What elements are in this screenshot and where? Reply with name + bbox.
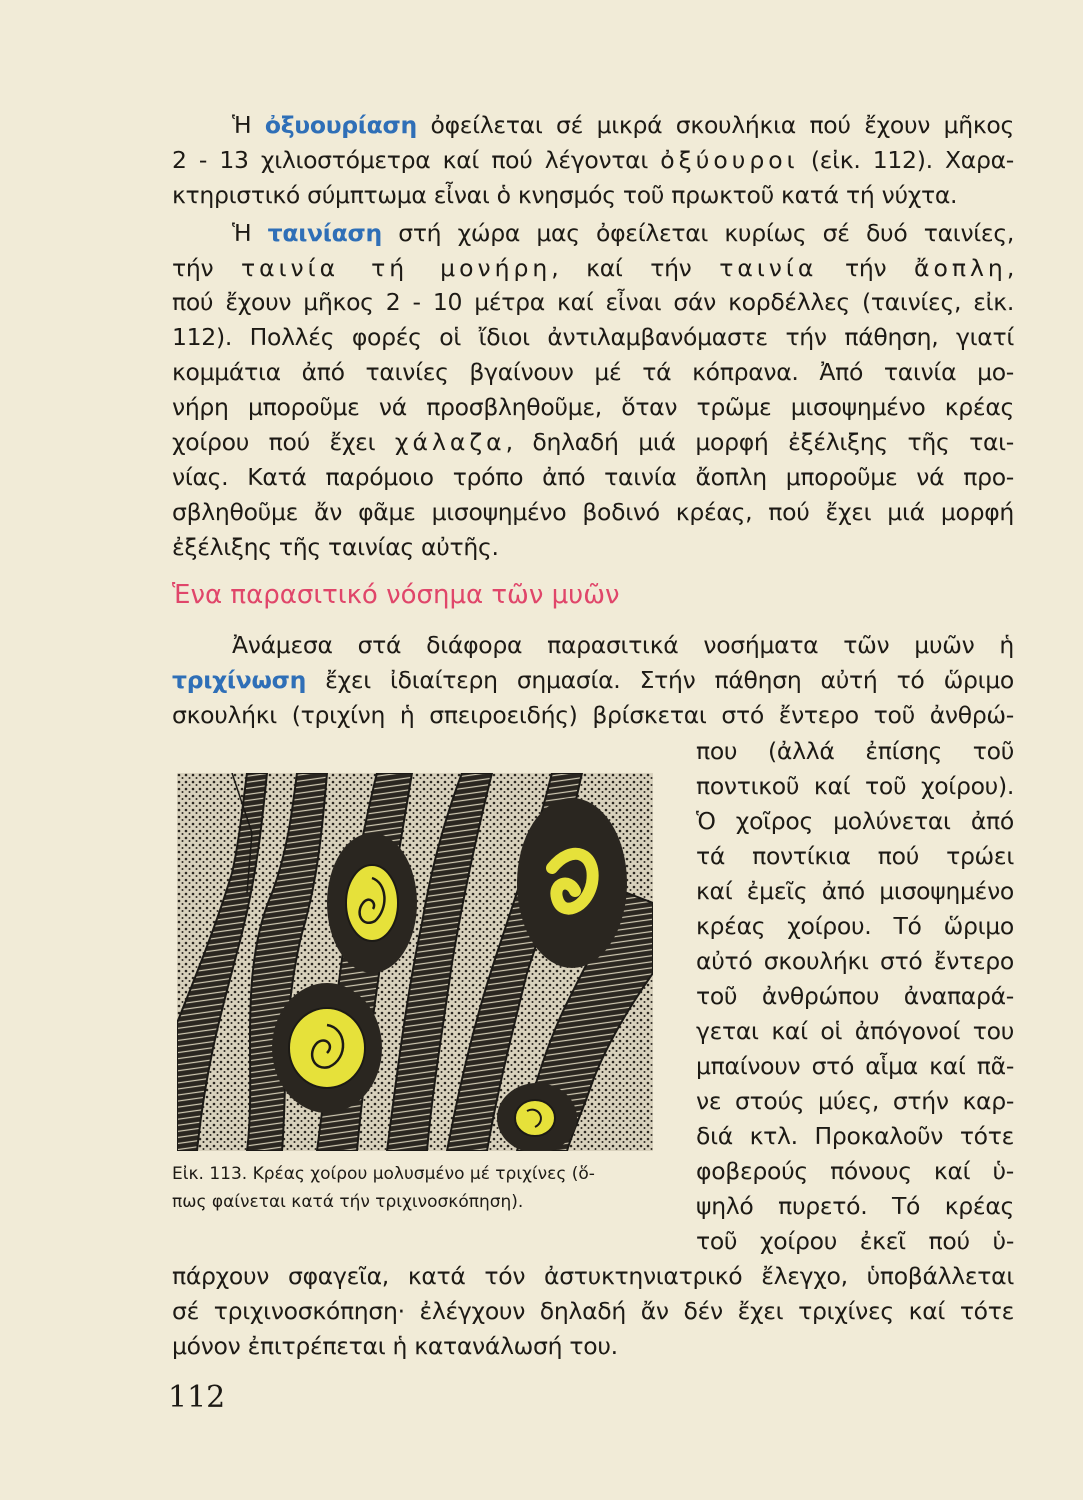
paragraph3-line2: τριχίνωση ἔχει ἰδιαίτερη σημασία. Στήν πάθηση αὐτή τό ὥριμο xyxy=(172,666,1014,694)
trichinella-muscle-illustration xyxy=(177,773,653,1151)
trichinella-cyst-1 xyxy=(327,833,417,973)
wrap-line-7: αὐτό σκουλήκι στό ἔντερο xyxy=(696,947,1014,975)
term-taeniasis: ταινίαση xyxy=(267,219,382,247)
paragraph3-tail2: σέ τριχινοσκόπηση· ἐλέγχουν δηλαδή ἄν δέν ἔχει τριχίνες καί τότε xyxy=(172,1297,1014,1325)
wrap-line-13: φοβερούς πόνους καί ὑ- xyxy=(696,1157,1014,1185)
wrap-line-9: γεται καί οἱ ἀπόγονοί του xyxy=(696,1017,1014,1045)
trichinella-cyst-4 xyxy=(497,1083,577,1151)
paragraph2-line9: σβληθοῦμε ἄν φᾶμε μισοψημένο βοδινό κρέας, πού ἔχει μιά μορφή xyxy=(172,498,1014,526)
illustration-svg xyxy=(177,773,653,1151)
wrap-line-1: που (ἀλλά ἐπίσης τοῦ xyxy=(696,737,1014,765)
paragraph3-tail3: μόνον ἐπιτρέπεται ἡ κατανάλωσή του. xyxy=(172,1332,618,1360)
wrap-line-6: κρέας χοίρου. Τό ὥριμο xyxy=(696,912,1014,940)
paragraph2-line5: κομμάτια ἀπό ταινίες βγαίνουν μέ τά κόπρανα. Ἀπό ταινία μο- xyxy=(172,358,1014,386)
term-trichinosis: τριχίνωση xyxy=(172,666,307,694)
term-oxyuriasis: ὀξυουρίαση xyxy=(264,111,417,139)
paragraph2-line2: τήν ταινία τή μονήρη, καί τήν ταινία τήν ἄοπλη, xyxy=(172,254,1014,282)
paragraph1-line3: κτηριστικό σύμπτωμα εἶναι ὁ κνησμός τοῦ πρωκτοῦ κατά τή νύχτα. xyxy=(172,181,958,209)
paragraph2-line3: πού ἔχουν μῆκος 2 - 10 μέτρα καί εἶναι σάν κορδέλλες (ταινίες, εἰκ. xyxy=(172,288,1014,316)
paragraph2-line10: ἐξέλιξης τῆς ταινίας αὐτῆς. xyxy=(172,533,499,561)
paragraph3-tail1: πάρχουν σφαγεῖα, κατά τόν ἀστυκτηνιατρικό ἔλεγχο, ὑποβάλλεται xyxy=(172,1262,1014,1290)
wrap-line-2: ποντικοῦ καί τοῦ χοίρου). xyxy=(696,772,1014,800)
wrap-line-14: ψηλό πυρετό. Τό κρέας xyxy=(696,1192,1014,1220)
trichinella-cyst-3 xyxy=(272,983,382,1113)
paragraph1-line2: 2 - 13 χιλιοστόμετρα καί πού λέγονται ὀξύουροι (εἰκ. 112). Χαρα- xyxy=(172,146,1014,174)
page-number: 112 xyxy=(168,1380,226,1415)
wrap-line-8: τοῦ ἀνθρώπου ἀναπαρά- xyxy=(696,982,1014,1010)
trichinella-cyst-2 xyxy=(517,798,627,968)
caption-line-2: πως φαίνεται κατά τήν τριχινοσκόπηση). xyxy=(172,1192,524,1212)
paragraph1-line1: Ἡ ὀξυουρίαση ὀφείλεται σέ μικρά σκουλήκια πού ἔχουν μῆκος xyxy=(232,111,1014,139)
wrap-line-10: μπαίνουν στό αἷμα καί πᾶ- xyxy=(696,1052,1014,1080)
figure-caption xyxy=(172,1160,658,1216)
paragraph3-line3: σκουλήκι (τριχίνη ἡ σπειροειδής) βρίσκεται στό ἔντερο τοῦ ἀνθρώ- xyxy=(172,701,1014,729)
wrap-line-5: καί ἐμεῖς ἀπό μισοψημένο xyxy=(696,877,1014,905)
wrap-line-15: τοῦ χοίρου ἐκεῖ πού ὑ- xyxy=(696,1227,1014,1255)
paragraph2-line8: νίας. Κατά παρόμοιο τρόπο ἀπό ταινία ἄοπλη μποροῦμε νά προ- xyxy=(172,463,1014,491)
paragraph2-line6: νήρη μποροῦμε νά προσβληθοῦμε, ὅταν τρῶμε μισοψημένο κρέας xyxy=(172,393,1014,421)
caption-line-1: Εἰκ. 113. Κρέας χοίρου μολυσμένο μέ τριχίνες (ὅ- xyxy=(172,1164,595,1184)
wrap-line-12: διά κτλ. Προκαλοῦν τότε xyxy=(696,1122,1014,1150)
wrap-line-4: τά ποντίκια πού τρώει xyxy=(696,842,1014,870)
wrap-line-11: νε στούς μύες, στήν καρ- xyxy=(696,1087,1014,1115)
paragraph2-line4: 112). Πολλές φορές οἱ ἴδιοι ἀντιλαμβανόμαστε τήν πάθηση, γιατί xyxy=(172,323,1014,351)
section-heading: Ἑνα παρασιτικό νόσημα τῶν μυῶν xyxy=(172,580,620,610)
wrap-line-3: Ὁ χοῖρος μολύνεται ἀπό xyxy=(696,807,1014,835)
paragraph2-line7: χοίρου πού ἔχει χάλαζα, δηλαδή μιά μορφή ἐξέλιξης τῆς ται- xyxy=(172,428,1014,456)
paragraph3-line1: Ἀνάμεσα στά διάφορα παρασιτικά νοσήματα τῶν μυῶν ἡ xyxy=(232,631,1014,659)
paragraph2-line1: Ἡ ταινίαση στή χώρα μας ὀφείλεται κυρίως σέ δυό ταινίες, xyxy=(232,219,1014,247)
